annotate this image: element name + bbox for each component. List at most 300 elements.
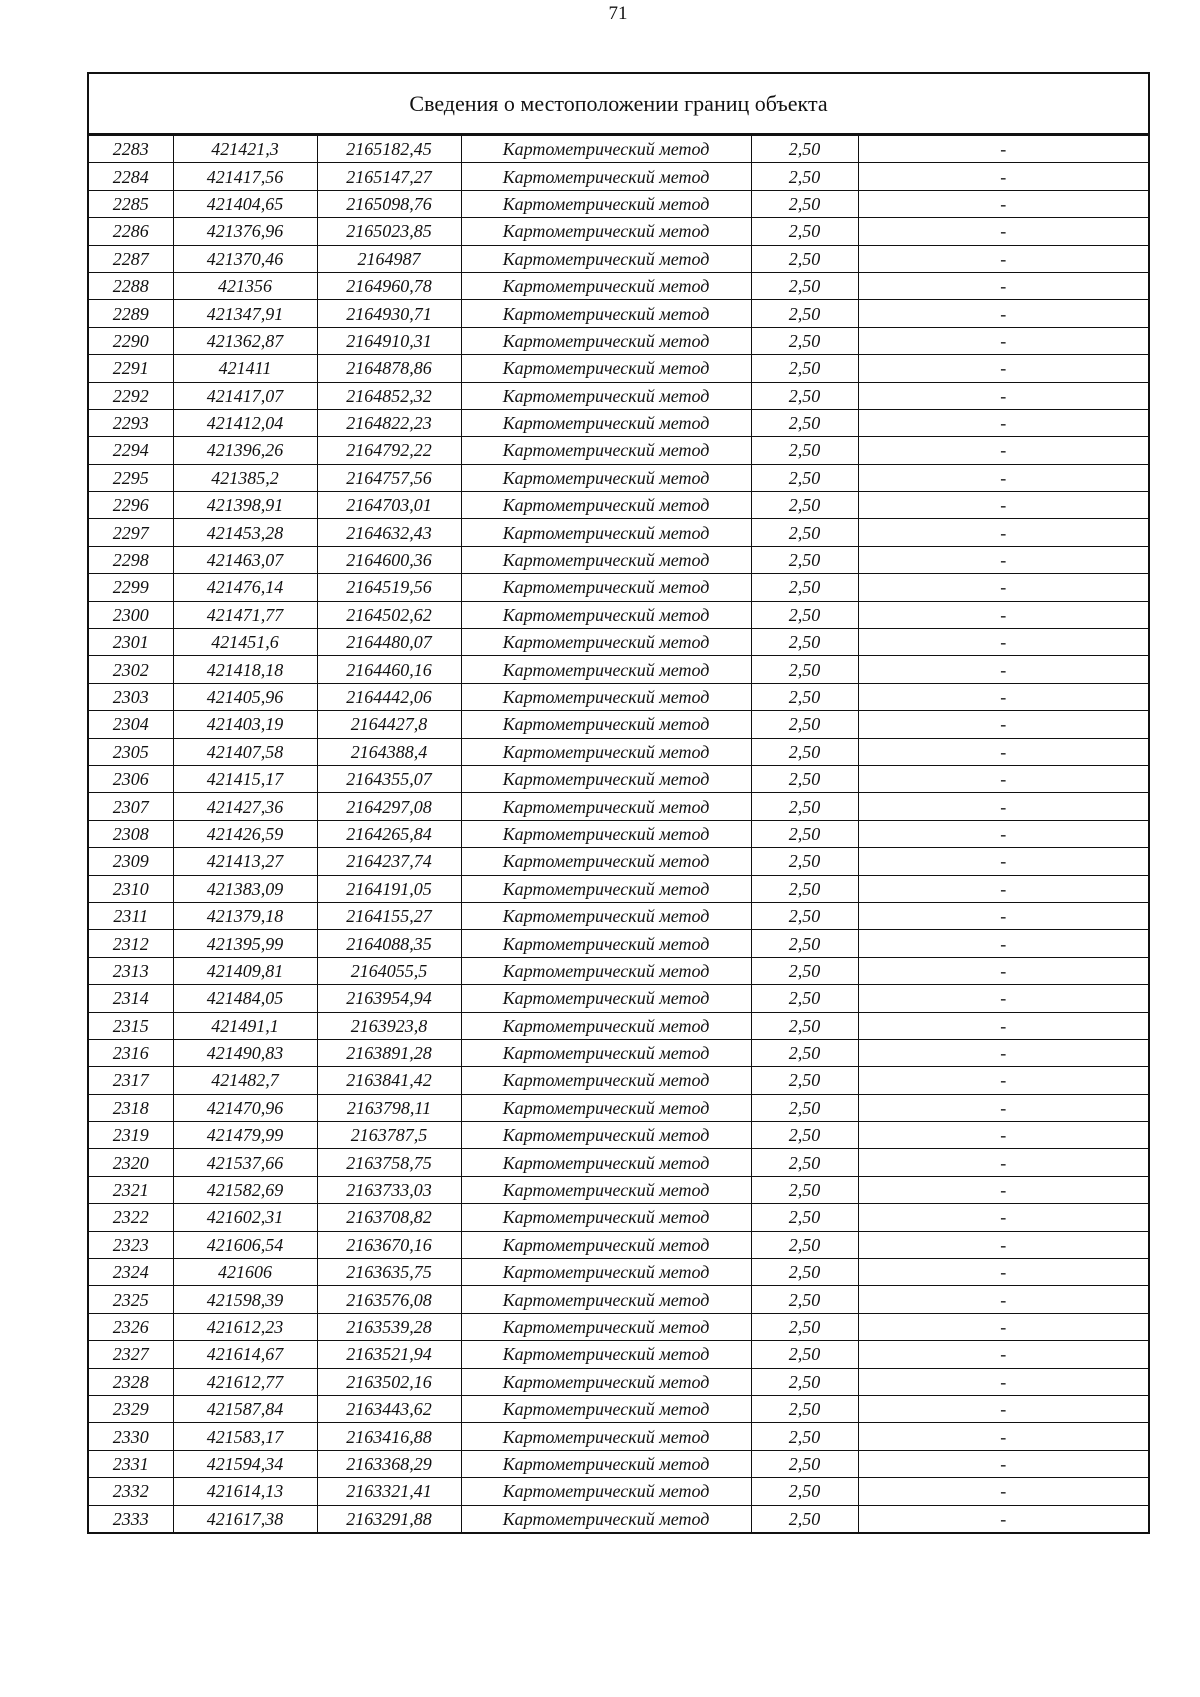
- description-cell: -: [858, 1368, 1148, 1395]
- x-coordinate-cell: 421398,91: [173, 492, 317, 519]
- description-cell: -: [858, 683, 1148, 710]
- x-coordinate-cell: 421413,27: [173, 848, 317, 875]
- x-coordinate-cell: 421594,34: [173, 1450, 317, 1477]
- description-cell: -: [858, 272, 1148, 299]
- point-number-cell: 2290: [89, 327, 173, 354]
- accuracy-cell: 2,50: [751, 1450, 858, 1477]
- description-cell: -: [858, 464, 1148, 491]
- y-coordinate-cell: 2163923,8: [317, 1012, 461, 1039]
- accuracy-cell: 2,50: [751, 1505, 858, 1532]
- accuracy-cell: 2,50: [751, 1368, 858, 1395]
- point-number-cell: 2321: [89, 1176, 173, 1203]
- table-row: [89, 1478, 1148, 1505]
- point-number-cell: 2330: [89, 1423, 173, 1450]
- method-cell: Картометрический метод: [461, 848, 751, 875]
- point-number-cell: 2323: [89, 1231, 173, 1258]
- table-row: [89, 1067, 1148, 1094]
- table-row: [89, 136, 1148, 163]
- method-cell: Картометрический метод: [461, 656, 751, 683]
- point-number-cell: 2291: [89, 355, 173, 382]
- accuracy-cell: 2,50: [751, 574, 858, 601]
- method-cell: Картометрический метод: [461, 464, 751, 491]
- description-cell: -: [858, 1395, 1148, 1422]
- method-cell: Картометрический метод: [461, 437, 751, 464]
- description-cell: -: [858, 1450, 1148, 1477]
- accuracy-cell: 2,50: [751, 190, 858, 217]
- accuracy-cell: 2,50: [751, 492, 858, 519]
- method-cell: Картометрический метод: [461, 1286, 751, 1313]
- point-number-cell: 2314: [89, 985, 173, 1012]
- table-row: [89, 848, 1148, 875]
- x-coordinate-cell: 421606,54: [173, 1231, 317, 1258]
- x-coordinate-cell: 421490,83: [173, 1039, 317, 1066]
- accuracy-cell: 2,50: [751, 1395, 858, 1422]
- table-row: [89, 1368, 1148, 1395]
- point-number-cell: 2333: [89, 1505, 173, 1532]
- table-row: [89, 546, 1148, 573]
- point-number-cell: 2298: [89, 546, 173, 573]
- description-cell: -: [858, 300, 1148, 327]
- table-row: [89, 437, 1148, 464]
- table-row: [89, 601, 1148, 628]
- method-cell: Картометрический метод: [461, 300, 751, 327]
- accuracy-cell: 2,50: [751, 163, 858, 190]
- x-coordinate-cell: 421356: [173, 272, 317, 299]
- accuracy-cell: 2,50: [751, 1122, 858, 1149]
- point-number-cell: 2284: [89, 163, 173, 190]
- method-cell: Картометрический метод: [461, 519, 751, 546]
- method-cell: Картометрический метод: [461, 1176, 751, 1203]
- x-coordinate-cell: 421463,07: [173, 546, 317, 573]
- table-row: [89, 957, 1148, 984]
- y-coordinate-cell: 2164703,01: [317, 492, 461, 519]
- method-cell: Картометрический метод: [461, 1231, 751, 1258]
- point-number-cell: 2294: [89, 437, 173, 464]
- x-coordinate-cell: 421376,96: [173, 218, 317, 245]
- method-cell: Картометрический метод: [461, 163, 751, 190]
- point-number-cell: 2286: [89, 218, 173, 245]
- point-number-cell: 2325: [89, 1286, 173, 1313]
- description-cell: -: [858, 656, 1148, 683]
- x-coordinate-cell: 421395,99: [173, 930, 317, 957]
- accuracy-cell: 2,50: [751, 1231, 858, 1258]
- point-number-cell: 2287: [89, 245, 173, 272]
- point-number-cell: 2299: [89, 574, 173, 601]
- y-coordinate-cell: 2163576,08: [317, 1286, 461, 1313]
- y-coordinate-cell: 2163521,94: [317, 1341, 461, 1368]
- point-number-cell: 2313: [89, 957, 173, 984]
- table-row: [89, 1286, 1148, 1313]
- boundary-points-table: [89, 135, 1148, 1532]
- accuracy-cell: 2,50: [751, 300, 858, 327]
- method-cell: Картометрический метод: [461, 272, 751, 299]
- method-cell: Картометрический метод: [461, 820, 751, 847]
- table-title: Сведения о местоположении границ объекта: [89, 74, 1148, 135]
- description-cell: -: [858, 1286, 1148, 1313]
- y-coordinate-cell: 2163787,5: [317, 1122, 461, 1149]
- x-coordinate-cell: 421479,99: [173, 1122, 317, 1149]
- x-coordinate-cell: 421407,58: [173, 738, 317, 765]
- description-cell: -: [858, 629, 1148, 656]
- y-coordinate-cell: 2164297,08: [317, 793, 461, 820]
- accuracy-cell: 2,50: [751, 820, 858, 847]
- method-cell: Картометрический метод: [461, 190, 751, 217]
- x-coordinate-cell: 421606: [173, 1259, 317, 1286]
- x-coordinate-cell: 421602,31: [173, 1204, 317, 1231]
- x-coordinate-cell: 421383,09: [173, 875, 317, 902]
- x-coordinate-cell: 421587,84: [173, 1395, 317, 1422]
- description-cell: -: [858, 902, 1148, 929]
- method-cell: Картометрический метод: [461, 1067, 751, 1094]
- y-coordinate-cell: 2164355,07: [317, 765, 461, 792]
- description-cell: -: [858, 574, 1148, 601]
- method-cell: Картометрический метод: [461, 930, 751, 957]
- point-number-cell: 2306: [89, 765, 173, 792]
- y-coordinate-cell: 2165182,45: [317, 136, 461, 163]
- method-cell: Картометрический метод: [461, 1039, 751, 1066]
- method-cell: Картометрический метод: [461, 546, 751, 573]
- accuracy-cell: 2,50: [751, 1204, 858, 1231]
- accuracy-cell: 2,50: [751, 765, 858, 792]
- description-cell: -: [858, 1094, 1148, 1121]
- point-number-cell: 2304: [89, 711, 173, 738]
- table-row: [89, 1039, 1148, 1066]
- y-coordinate-cell: 2163954,94: [317, 985, 461, 1012]
- description-cell: -: [858, 1231, 1148, 1258]
- point-number-cell: 2289: [89, 300, 173, 327]
- description-cell: -: [858, 1067, 1148, 1094]
- table-row: [89, 765, 1148, 792]
- accuracy-cell: 2,50: [751, 1478, 858, 1505]
- x-coordinate-cell: 421415,17: [173, 765, 317, 792]
- description-cell: -: [858, 875, 1148, 902]
- table-row: [89, 1341, 1148, 1368]
- point-number-cell: 2329: [89, 1395, 173, 1422]
- table-row: [89, 492, 1148, 519]
- point-number-cell: 2303: [89, 683, 173, 710]
- method-cell: Картометрический метод: [461, 1368, 751, 1395]
- point-number-cell: 2331: [89, 1450, 173, 1477]
- table-row: [89, 985, 1148, 1012]
- accuracy-cell: 2,50: [751, 1176, 858, 1203]
- y-coordinate-cell: 2164427,8: [317, 711, 461, 738]
- y-coordinate-cell: 2163708,82: [317, 1204, 461, 1231]
- accuracy-cell: 2,50: [751, 218, 858, 245]
- y-coordinate-cell: 2165023,85: [317, 218, 461, 245]
- x-coordinate-cell: 421421,3: [173, 136, 317, 163]
- y-coordinate-cell: 2164460,16: [317, 656, 461, 683]
- table-row: [89, 519, 1148, 546]
- x-coordinate-cell: 421411: [173, 355, 317, 382]
- y-coordinate-cell: 2164237,74: [317, 848, 461, 875]
- y-coordinate-cell: 2164822,23: [317, 409, 461, 436]
- y-coordinate-cell: 2165147,27: [317, 163, 461, 190]
- x-coordinate-cell: 421403,19: [173, 711, 317, 738]
- description-cell: -: [858, 1039, 1148, 1066]
- method-cell: Картометрический метод: [461, 738, 751, 765]
- accuracy-cell: 2,50: [751, 1286, 858, 1313]
- y-coordinate-cell: 2165098,76: [317, 190, 461, 217]
- method-cell: Картометрический метод: [461, 1204, 751, 1231]
- y-coordinate-cell: 2163539,28: [317, 1313, 461, 1340]
- table-row: [89, 190, 1148, 217]
- method-cell: Картометрический метод: [461, 1478, 751, 1505]
- method-cell: Картометрический метод: [461, 409, 751, 436]
- table-row: [89, 1204, 1148, 1231]
- accuracy-cell: 2,50: [751, 355, 858, 382]
- y-coordinate-cell: 2163416,88: [317, 1423, 461, 1450]
- description-cell: -: [858, 1204, 1148, 1231]
- point-number-cell: 2318: [89, 1094, 173, 1121]
- point-number-cell: 2308: [89, 820, 173, 847]
- description-cell: -: [858, 793, 1148, 820]
- table-row: [89, 1423, 1148, 1450]
- point-number-cell: 2322: [89, 1204, 173, 1231]
- y-coordinate-cell: 2164155,27: [317, 902, 461, 929]
- x-coordinate-cell: 421417,56: [173, 163, 317, 190]
- table-row: [89, 738, 1148, 765]
- x-coordinate-cell: 421470,96: [173, 1094, 317, 1121]
- description-cell: -: [858, 519, 1148, 546]
- description-cell: -: [858, 1122, 1148, 1149]
- method-cell: Картометрический метод: [461, 629, 751, 656]
- table-row: [89, 382, 1148, 409]
- description-cell: -: [858, 765, 1148, 792]
- y-coordinate-cell: 2164055,5: [317, 957, 461, 984]
- table-row: [89, 327, 1148, 354]
- x-coordinate-cell: 421614,13: [173, 1478, 317, 1505]
- table-row: [89, 683, 1148, 710]
- description-cell: -: [858, 1313, 1148, 1340]
- accuracy-cell: 2,50: [751, 546, 858, 573]
- accuracy-cell: 2,50: [751, 875, 858, 902]
- method-cell: Картометрический метод: [461, 1395, 751, 1422]
- accuracy-cell: 2,50: [751, 656, 858, 683]
- accuracy-cell: 2,50: [751, 136, 858, 163]
- y-coordinate-cell: 2164502,62: [317, 601, 461, 628]
- accuracy-cell: 2,50: [751, 738, 858, 765]
- table-row: [89, 1231, 1148, 1258]
- x-coordinate-cell: 421476,14: [173, 574, 317, 601]
- x-coordinate-cell: 421379,18: [173, 902, 317, 929]
- accuracy-cell: 2,50: [751, 1039, 858, 1066]
- x-coordinate-cell: 421451,6: [173, 629, 317, 656]
- table-row: [89, 1094, 1148, 1121]
- method-cell: Картометрический метод: [461, 1341, 751, 1368]
- table-row: [89, 820, 1148, 847]
- y-coordinate-cell: 2163635,75: [317, 1259, 461, 1286]
- x-coordinate-cell: 421426,59: [173, 820, 317, 847]
- point-number-cell: 2283: [89, 136, 173, 163]
- point-number-cell: 2296: [89, 492, 173, 519]
- x-coordinate-cell: 421617,38: [173, 1505, 317, 1532]
- description-cell: -: [858, 218, 1148, 245]
- table-row: [89, 1259, 1148, 1286]
- point-number-cell: 2301: [89, 629, 173, 656]
- point-number-cell: 2302: [89, 656, 173, 683]
- x-coordinate-cell: 421418,18: [173, 656, 317, 683]
- accuracy-cell: 2,50: [751, 902, 858, 929]
- y-coordinate-cell: 2164632,43: [317, 519, 461, 546]
- description-cell: -: [858, 1505, 1148, 1532]
- description-cell: -: [858, 1259, 1148, 1286]
- description-cell: -: [858, 492, 1148, 519]
- method-cell: Картометрический метод: [461, 1505, 751, 1532]
- description-cell: -: [858, 546, 1148, 573]
- x-coordinate-cell: 421612,77: [173, 1368, 317, 1395]
- table-row: [89, 1149, 1148, 1176]
- y-coordinate-cell: 2164388,4: [317, 738, 461, 765]
- method-cell: Картометрический метод: [461, 1259, 751, 1286]
- x-coordinate-cell: 421404,65: [173, 190, 317, 217]
- point-number-cell: 2317: [89, 1067, 173, 1094]
- method-cell: Картометрический метод: [461, 1423, 751, 1450]
- description-cell: -: [858, 190, 1148, 217]
- table-row: [89, 875, 1148, 902]
- table-row: [89, 574, 1148, 601]
- description-cell: -: [858, 245, 1148, 272]
- point-number-cell: 2315: [89, 1012, 173, 1039]
- table-row: [89, 1012, 1148, 1039]
- x-coordinate-cell: 421417,07: [173, 382, 317, 409]
- description-cell: -: [858, 409, 1148, 436]
- point-number-cell: 2292: [89, 382, 173, 409]
- page-number: 71: [608, 3, 628, 24]
- method-cell: Картометрический метод: [461, 355, 751, 382]
- description-cell: -: [858, 1012, 1148, 1039]
- table-row: [89, 245, 1148, 272]
- point-number-cell: 2311: [89, 902, 173, 929]
- method-cell: Картометрический метод: [461, 875, 751, 902]
- y-coordinate-cell: 2164265,84: [317, 820, 461, 847]
- table-row: [89, 793, 1148, 820]
- y-coordinate-cell: 2164878,86: [317, 355, 461, 382]
- x-coordinate-cell: 421598,39: [173, 1286, 317, 1313]
- point-number-cell: 2310: [89, 875, 173, 902]
- description-cell: -: [858, 930, 1148, 957]
- table-row: [89, 656, 1148, 683]
- table-row: [89, 163, 1148, 190]
- accuracy-cell: 2,50: [751, 327, 858, 354]
- x-coordinate-cell: 421409,81: [173, 957, 317, 984]
- x-coordinate-cell: 421370,46: [173, 245, 317, 272]
- y-coordinate-cell: 2164930,71: [317, 300, 461, 327]
- accuracy-cell: 2,50: [751, 683, 858, 710]
- description-cell: -: [858, 1176, 1148, 1203]
- description-cell: -: [858, 437, 1148, 464]
- method-cell: Картометрический метод: [461, 765, 751, 792]
- table-row: [89, 409, 1148, 436]
- x-coordinate-cell: 421612,23: [173, 1313, 317, 1340]
- accuracy-cell: 2,50: [751, 1067, 858, 1094]
- accuracy-cell: 2,50: [751, 1259, 858, 1286]
- point-number-cell: 2305: [89, 738, 173, 765]
- method-cell: Картометрический метод: [461, 1450, 751, 1477]
- point-number-cell: 2326: [89, 1313, 173, 1340]
- accuracy-cell: 2,50: [751, 1094, 858, 1121]
- method-cell: Картометрический метод: [461, 985, 751, 1012]
- x-coordinate-cell: 421412,04: [173, 409, 317, 436]
- x-coordinate-cell: 421347,91: [173, 300, 317, 327]
- point-number-cell: 2307: [89, 793, 173, 820]
- x-coordinate-cell: 421362,87: [173, 327, 317, 354]
- point-number-cell: 2295: [89, 464, 173, 491]
- x-coordinate-cell: 421427,36: [173, 793, 317, 820]
- y-coordinate-cell: 2164600,36: [317, 546, 461, 573]
- method-cell: Картометрический метод: [461, 218, 751, 245]
- accuracy-cell: 2,50: [751, 957, 858, 984]
- table-row: [89, 272, 1148, 299]
- method-cell: Картометрический метод: [461, 492, 751, 519]
- accuracy-cell: 2,50: [751, 601, 858, 628]
- table-row: [89, 1122, 1148, 1149]
- x-coordinate-cell: 421614,67: [173, 1341, 317, 1368]
- description-cell: -: [858, 848, 1148, 875]
- point-number-cell: 2324: [89, 1259, 173, 1286]
- table-row: [89, 1450, 1148, 1477]
- x-coordinate-cell: 421482,7: [173, 1067, 317, 1094]
- table-row: [89, 464, 1148, 491]
- table-row: [89, 300, 1148, 327]
- method-cell: Картометрический метод: [461, 711, 751, 738]
- y-coordinate-cell: 2164519,56: [317, 574, 461, 601]
- description-cell: -: [858, 163, 1148, 190]
- x-coordinate-cell: 421491,1: [173, 1012, 317, 1039]
- table-row: [89, 1395, 1148, 1422]
- y-coordinate-cell: 2163733,03: [317, 1176, 461, 1203]
- method-cell: Картометрический метод: [461, 136, 751, 163]
- x-coordinate-cell: 421583,17: [173, 1423, 317, 1450]
- table-row: [89, 902, 1148, 929]
- y-coordinate-cell: 2163443,62: [317, 1395, 461, 1422]
- description-cell: -: [858, 1341, 1148, 1368]
- accuracy-cell: 2,50: [751, 1423, 858, 1450]
- table-row: [89, 355, 1148, 382]
- point-number-cell: 2327: [89, 1341, 173, 1368]
- table-body: [89, 136, 1148, 1532]
- method-cell: Картометрический метод: [461, 1149, 751, 1176]
- method-cell: Картометрический метод: [461, 683, 751, 710]
- x-coordinate-cell: 421537,66: [173, 1149, 317, 1176]
- accuracy-cell: 2,50: [751, 272, 858, 299]
- method-cell: Картометрический метод: [461, 957, 751, 984]
- point-number-cell: 2300: [89, 601, 173, 628]
- method-cell: Картометрический метод: [461, 601, 751, 628]
- description-cell: -: [858, 820, 1148, 847]
- accuracy-cell: 2,50: [751, 519, 858, 546]
- description-cell: -: [858, 601, 1148, 628]
- accuracy-cell: 2,50: [751, 711, 858, 738]
- y-coordinate-cell: 2163798,11: [317, 1094, 461, 1121]
- accuracy-cell: 2,50: [751, 464, 858, 491]
- accuracy-cell: 2,50: [751, 1012, 858, 1039]
- description-cell: -: [858, 711, 1148, 738]
- boundary-table-sheet: [87, 72, 1150, 1534]
- point-number-cell: 2288: [89, 272, 173, 299]
- accuracy-cell: 2,50: [751, 382, 858, 409]
- accuracy-cell: 2,50: [751, 1341, 858, 1368]
- point-number-cell: 2328: [89, 1368, 173, 1395]
- x-coordinate-cell: 421471,77: [173, 601, 317, 628]
- point-number-cell: 2316: [89, 1039, 173, 1066]
- x-coordinate-cell: 421453,28: [173, 519, 317, 546]
- y-coordinate-cell: 2164088,35: [317, 930, 461, 957]
- accuracy-cell: 2,50: [751, 793, 858, 820]
- description-cell: -: [858, 136, 1148, 163]
- accuracy-cell: 2,50: [751, 245, 858, 272]
- y-coordinate-cell: 2163758,75: [317, 1149, 461, 1176]
- method-cell: Картометрический метод: [461, 1122, 751, 1149]
